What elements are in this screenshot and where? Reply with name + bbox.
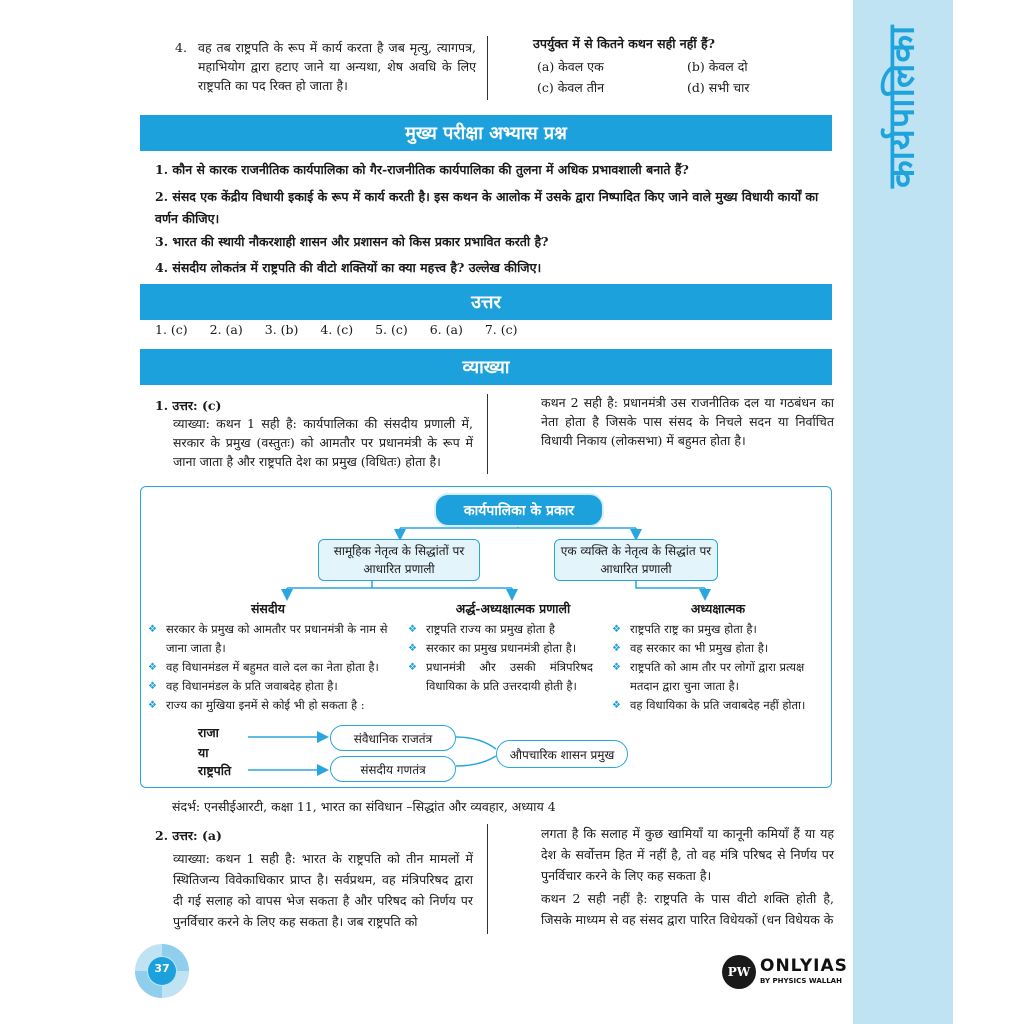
column-divider bbox=[487, 824, 488, 934]
explanation-2-left: व्याख्या: कथन 1 सही है: भारत के राष्ट्रपति को तीन मामलों में स्थितिजन्य विवेकाधिकार प्राप्त है। सर्वप्रथम, वह मंत्रिपरिषद द्वारा दी गई सलाह को वापस भेज सकता है और परिषद को निर्णय पर पुनर्विचार करने के लिए कह सकता है। जब राष्ट्रपति को bbox=[173, 851, 473, 929]
single-leadership-box: एक व्यक्ति के नेतृत्व के सिद्धांत पर आधारित प्रणाली bbox=[554, 539, 718, 581]
list-item: ❖ वह विधानमंडल के प्रति जवाबदेह होता है। bbox=[148, 677, 398, 696]
list-item: ❖ राष्ट्रपति राष्ट्र का प्रमुख होता है। bbox=[612, 620, 822, 639]
mains-question-1: 1. कौन से कारक राजनीतिक कार्यपालिका को गैर-राजनीतिक कार्यपालिका की तुलना में अधिक प्रभावशाली बनाते हैं? bbox=[155, 162, 689, 177]
option-d: (d) सभी चार bbox=[687, 80, 750, 95]
list-item: ❖ वह विधानमंडल में बहुमत वाले दल का नेता होता है। bbox=[148, 658, 398, 677]
answer-item: 1. (c) bbox=[155, 322, 188, 337]
list-item: ❖ वह विधायिका के प्रति जवाबदेह नहीं होता। bbox=[612, 696, 822, 715]
list-item: ❖ प्रधानमंत्री और उसकी मंत्रिपरिषद विधायिका के प्रति उत्तरदायी होती है। bbox=[408, 658, 593, 696]
answer-item: 3. (b) bbox=[264, 322, 299, 337]
answer-item: 5. (c) bbox=[375, 322, 408, 337]
label-president: राष्ट्रपति bbox=[198, 763, 232, 778]
explanation-section-header: व्याख्या bbox=[140, 349, 832, 385]
option-a: (a) केवल एक bbox=[537, 59, 604, 74]
mains-section-header: मुख्य परीक्षा अभ्यास प्रश्न bbox=[140, 115, 832, 151]
parliamentary-list bbox=[148, 620, 398, 715]
answer-item: 7. (c) bbox=[484, 322, 518, 337]
diagram-title: कार्यपालिका के प्रकार bbox=[434, 493, 604, 527]
column-divider bbox=[487, 36, 488, 100]
list-item: ❖ राज्य का मुखिया इनमें से कोई भी हो सकता है : bbox=[148, 696, 398, 715]
presidential-list bbox=[612, 620, 822, 715]
list-item: ❖ वह सरकार का भी प्रमुख होता है। bbox=[612, 639, 822, 658]
explanation-1-heading: 1. उत्तर: (c) bbox=[155, 398, 222, 413]
brand-name: ONLYIAS bbox=[760, 956, 848, 976]
option-b: (b) केवल दो bbox=[687, 59, 748, 74]
answer-item: 2. (a) bbox=[209, 322, 243, 337]
answer-item: 4. (c) bbox=[320, 322, 354, 337]
explanation-2-heading: 2. उत्तर: (a) bbox=[155, 828, 222, 843]
constitutional-monarchy-pill: संवैधानिक राजतंत्र bbox=[330, 725, 456, 751]
option-c: (c) केवल तीन bbox=[537, 80, 605, 95]
presidential-title: अध्यक्षात्मक bbox=[690, 601, 746, 616]
list-item: ❖ राष्ट्रपति राज्य का प्रमुख होता है bbox=[408, 620, 593, 639]
brand-subtitle: BY PHYSICS WALLAH bbox=[760, 977, 842, 985]
explanation-2-right-2: कथन 2 सही नहीं है: राष्ट्रपति के पास वीटो शक्ति होती है, जिसके माध्यम से वह संसद द्वारा पारित विधेयकों (धन विधेयक के bbox=[541, 891, 834, 927]
semi-presidential-list bbox=[408, 620, 593, 696]
item-text: वह तब राष्ट्रपति के रूप में कार्य करता है जब मृत्यु, त्यागपत्र, महाभियोग द्वारा हटाए जाने या अन्यथा, शेष अवधि के लिए राष्ट्रपति का पद रिक्त हो जाता है। bbox=[198, 40, 476, 93]
mains-question-4: 4. संसदीय लोकतंत्र में राष्ट्रपति की वीटो शक्तियों का क्या महत्त्व है? उल्लेख कीजिए। bbox=[155, 260, 542, 275]
page-number: 37 bbox=[154, 962, 170, 975]
mains-question-2: 2. संसद एक केंद्रीय विधायी इकाई के रूप में कार्य करती है। इस कथन के आलोक में उसके द्वारा निष्पादित किए जाने वाले मुख्य विधायी कार्यों का वर्णन कीजिए। bbox=[155, 189, 819, 226]
explanation-1-left: व्याख्या: कथन 1 सही है: कार्यपालिका की संसदीय प्रणाली में, सरकार के प्रमुख (वस्तुतः) को आमतौर पर प्रधानमंत्री के रूप में जाना जाता है और राष्ट्रपति देश का प्रमुख (विधितः) होता है। bbox=[173, 416, 473, 469]
answer-key-row bbox=[155, 322, 518, 337]
list-item: ❖ सरकार के प्रमुख को आमतौर पर प्रधानमंत्री के नाम से जाना जाता है। bbox=[148, 620, 398, 658]
explanation-2-right-1: लगता है कि सलाह में कुछ खामियाँ या कानूनी कमियाँ हैं या यह देश के सर्वोत्तम हित में नहीं है, तो वह मंत्रि परिषद से निर्णय पर पुनर्विचार करने के लिए कह सकता है। bbox=[541, 826, 834, 883]
answers-section-header: उत्तर bbox=[140, 284, 832, 320]
list-item: ❖ राष्ट्रपति को आम तौर पर लोगों द्वारा प्रत्यक्ष मतदान द्वारा चुना जाता है। bbox=[612, 658, 822, 696]
mains-question-3: 3. भारत की स्थायी नौकरशाही शासन और प्रशासन को किस प्रकार प्रभावित करती है? bbox=[155, 234, 549, 249]
explanation-1-right: कथन 2 सही है: प्रधानमंत्री उस राजनीतिक दल या गठबंधन का नेता होता है जिसके पास संसद के निचले सदन या निर्वाचित विधायी निकाय (लोकसभा) में बहुमत होता है। bbox=[541, 395, 834, 448]
label-or: या bbox=[198, 745, 209, 760]
formal-head-pill: औपचारिक शासन प्रमुख bbox=[496, 740, 628, 768]
item-number: 4. bbox=[175, 40, 187, 55]
collective-leadership-box: सामूहिक नेतृत्व के सिद्धांतों पर आधारित प्रणाली bbox=[318, 539, 480, 581]
label-king: राजा bbox=[198, 725, 219, 740]
parliamentary-title: संसदीय bbox=[250, 601, 286, 616]
semi-presidential-title: अर्द्ध-अध्यक्षात्मक प्रणाली bbox=[455, 601, 571, 616]
parliamentary-republic-pill: संसदीय गणतंत्र bbox=[330, 756, 456, 782]
reference-note: संदर्भ: एनसीईआरटी, कक्षा 11, भारत का संविधान –सिद्धांत और व्यवहार, अध्याय 4 bbox=[172, 799, 556, 814]
column-divider bbox=[487, 394, 488, 474]
pw-logo: PW bbox=[722, 955, 756, 989]
list-item: ❖ सरकार का प्रमुख प्रधानमंत्री होता है। bbox=[408, 639, 593, 658]
answer-item: 6. (a) bbox=[429, 322, 463, 337]
question-prompt: उपर्युक्त में से कितने कथन सही नहीं हैं? bbox=[533, 36, 715, 51]
chapter-title: कार्यपालिका bbox=[881, 24, 923, 188]
